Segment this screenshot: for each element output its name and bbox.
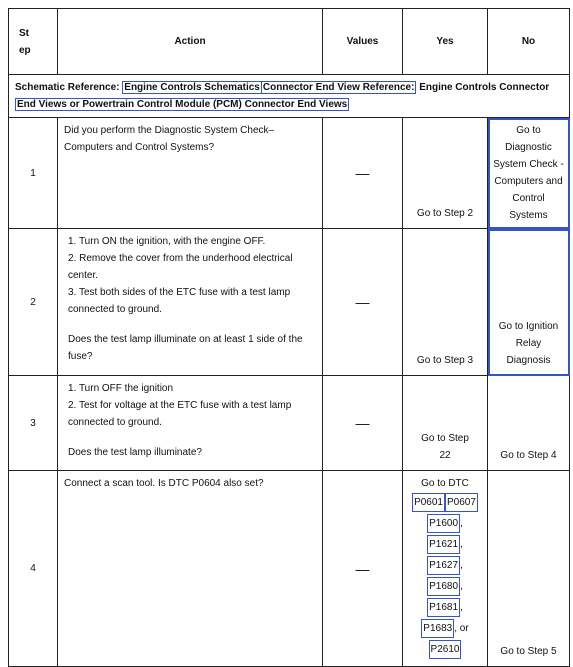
dtc-p1681-link[interactable]: P1681 [427,598,460,617]
action-question: Does the test lamp illuminate on at least 1 side of the fuse? [68,334,303,362]
go-to-dtc-label: Go to DTC [421,478,469,489]
action-text: Connect a scan tool. Is DTC P0604 also set? [64,478,264,489]
action-text: Did you perform the Diagnostic System Check–Computers and Control Systems? [64,125,275,153]
or-text: or [459,623,469,634]
header-values: Values [323,9,403,75]
action-step-item: 1. Turn OFF the ignition [68,383,174,394]
step-number: 2 [9,229,58,376]
engine-controls-schematics-link[interactable]: Engine Controls Schematics [124,82,260,93]
connector-end-view-ref-text: Connector End View Reference: [262,82,415,93]
action-question: Does the test lamp illuminate? [68,447,202,458]
go-to-step-5-link[interactable]: Go to Step 5 [500,646,557,657]
action-cell [58,376,323,471]
ignition-relay-diagnosis-link[interactable]: Go to Ignition Relay Diagnosis [498,321,559,366]
dtc-p0607-link[interactable]: P0607 [445,493,478,512]
no-cell [488,229,570,376]
no-cell [488,376,570,471]
dtc-p0601-link[interactable]: P0601 [412,493,445,512]
action-step-item: 3. Test both sides of the ETC fuse with a test lamp connected to ground. [68,287,291,315]
go-to-step-4-link[interactable]: Go to Step 4 [500,450,557,461]
dtc-p1600-link[interactable]: P1600 [427,514,460,533]
no-cell [488,471,570,667]
dtc-p1680-link[interactable]: P1680 [427,577,460,596]
action-step-item: 2. Test for voltage at the ETC fuse with a test lamp connected to ground. [68,400,292,428]
dtc-p2610-link[interactable]: P2610 [429,640,462,659]
values-cell: — [323,471,403,667]
dtc-p1621-link[interactable]: P1621 [427,535,460,554]
header-yes: Yes [403,9,488,75]
step-number: 1 [9,118,58,229]
engine-controls-connector-text: Engine Controls Connector [419,82,550,93]
diagnostic-table [8,8,570,667]
dtc-p1683-link[interactable]: P1683 [421,619,454,638]
step-row-1 [9,118,570,229]
yes-cell [403,118,488,229]
header-step: St ep [9,9,58,75]
yes-cell [403,229,488,376]
go-to-step-22-link[interactable]: Go to Step 22 [421,433,469,461]
step-number: 4 [9,471,58,667]
diagnostic-system-check-link[interactable]: Go to Diagnostic System Check - Computers and Control Systems [493,125,564,221]
header-no: No [488,9,570,75]
action-cell [58,229,323,376]
yes-cell: Go to DTC P0601 P0607 P1600 , P1621 , P1627 , P1680 , P1681 , P1683 , or P2610 [403,471,488,667]
step-row-4 [9,471,570,667]
action-step-item: 1. Turn ON the ignition, with the engine OFF. [68,236,266,247]
values-cell: — [323,229,403,376]
schematic-reference-label: Schematic Reference: [15,82,120,93]
go-to-step-2-link[interactable]: Go to Step 2 [416,208,474,219]
no-cell [488,118,570,229]
connector-end-view-ref-label [262,81,417,94]
step-row-3 [9,376,570,471]
values-cell: — [323,118,403,229]
action-step-item: 2. Remove the cover from the underhood electrical center. [68,253,293,281]
step-row-2 [9,229,570,376]
dtc-p1627-link[interactable]: P1627 [427,556,460,575]
action-cell [58,118,323,229]
reference-row [9,75,570,118]
reference-cell [9,75,570,118]
header-action: Action [58,9,323,75]
action-cell [58,471,323,667]
header-row [9,9,570,75]
step-number: 3 [9,376,58,471]
go-to-step-3-link[interactable]: Go to Step 3 [416,355,474,366]
values-cell: — [323,376,403,471]
connector-end-views-link[interactable]: End Views or Powertrain Control Module (PCM) Connector End Views [17,99,348,110]
yes-cell [403,376,488,471]
